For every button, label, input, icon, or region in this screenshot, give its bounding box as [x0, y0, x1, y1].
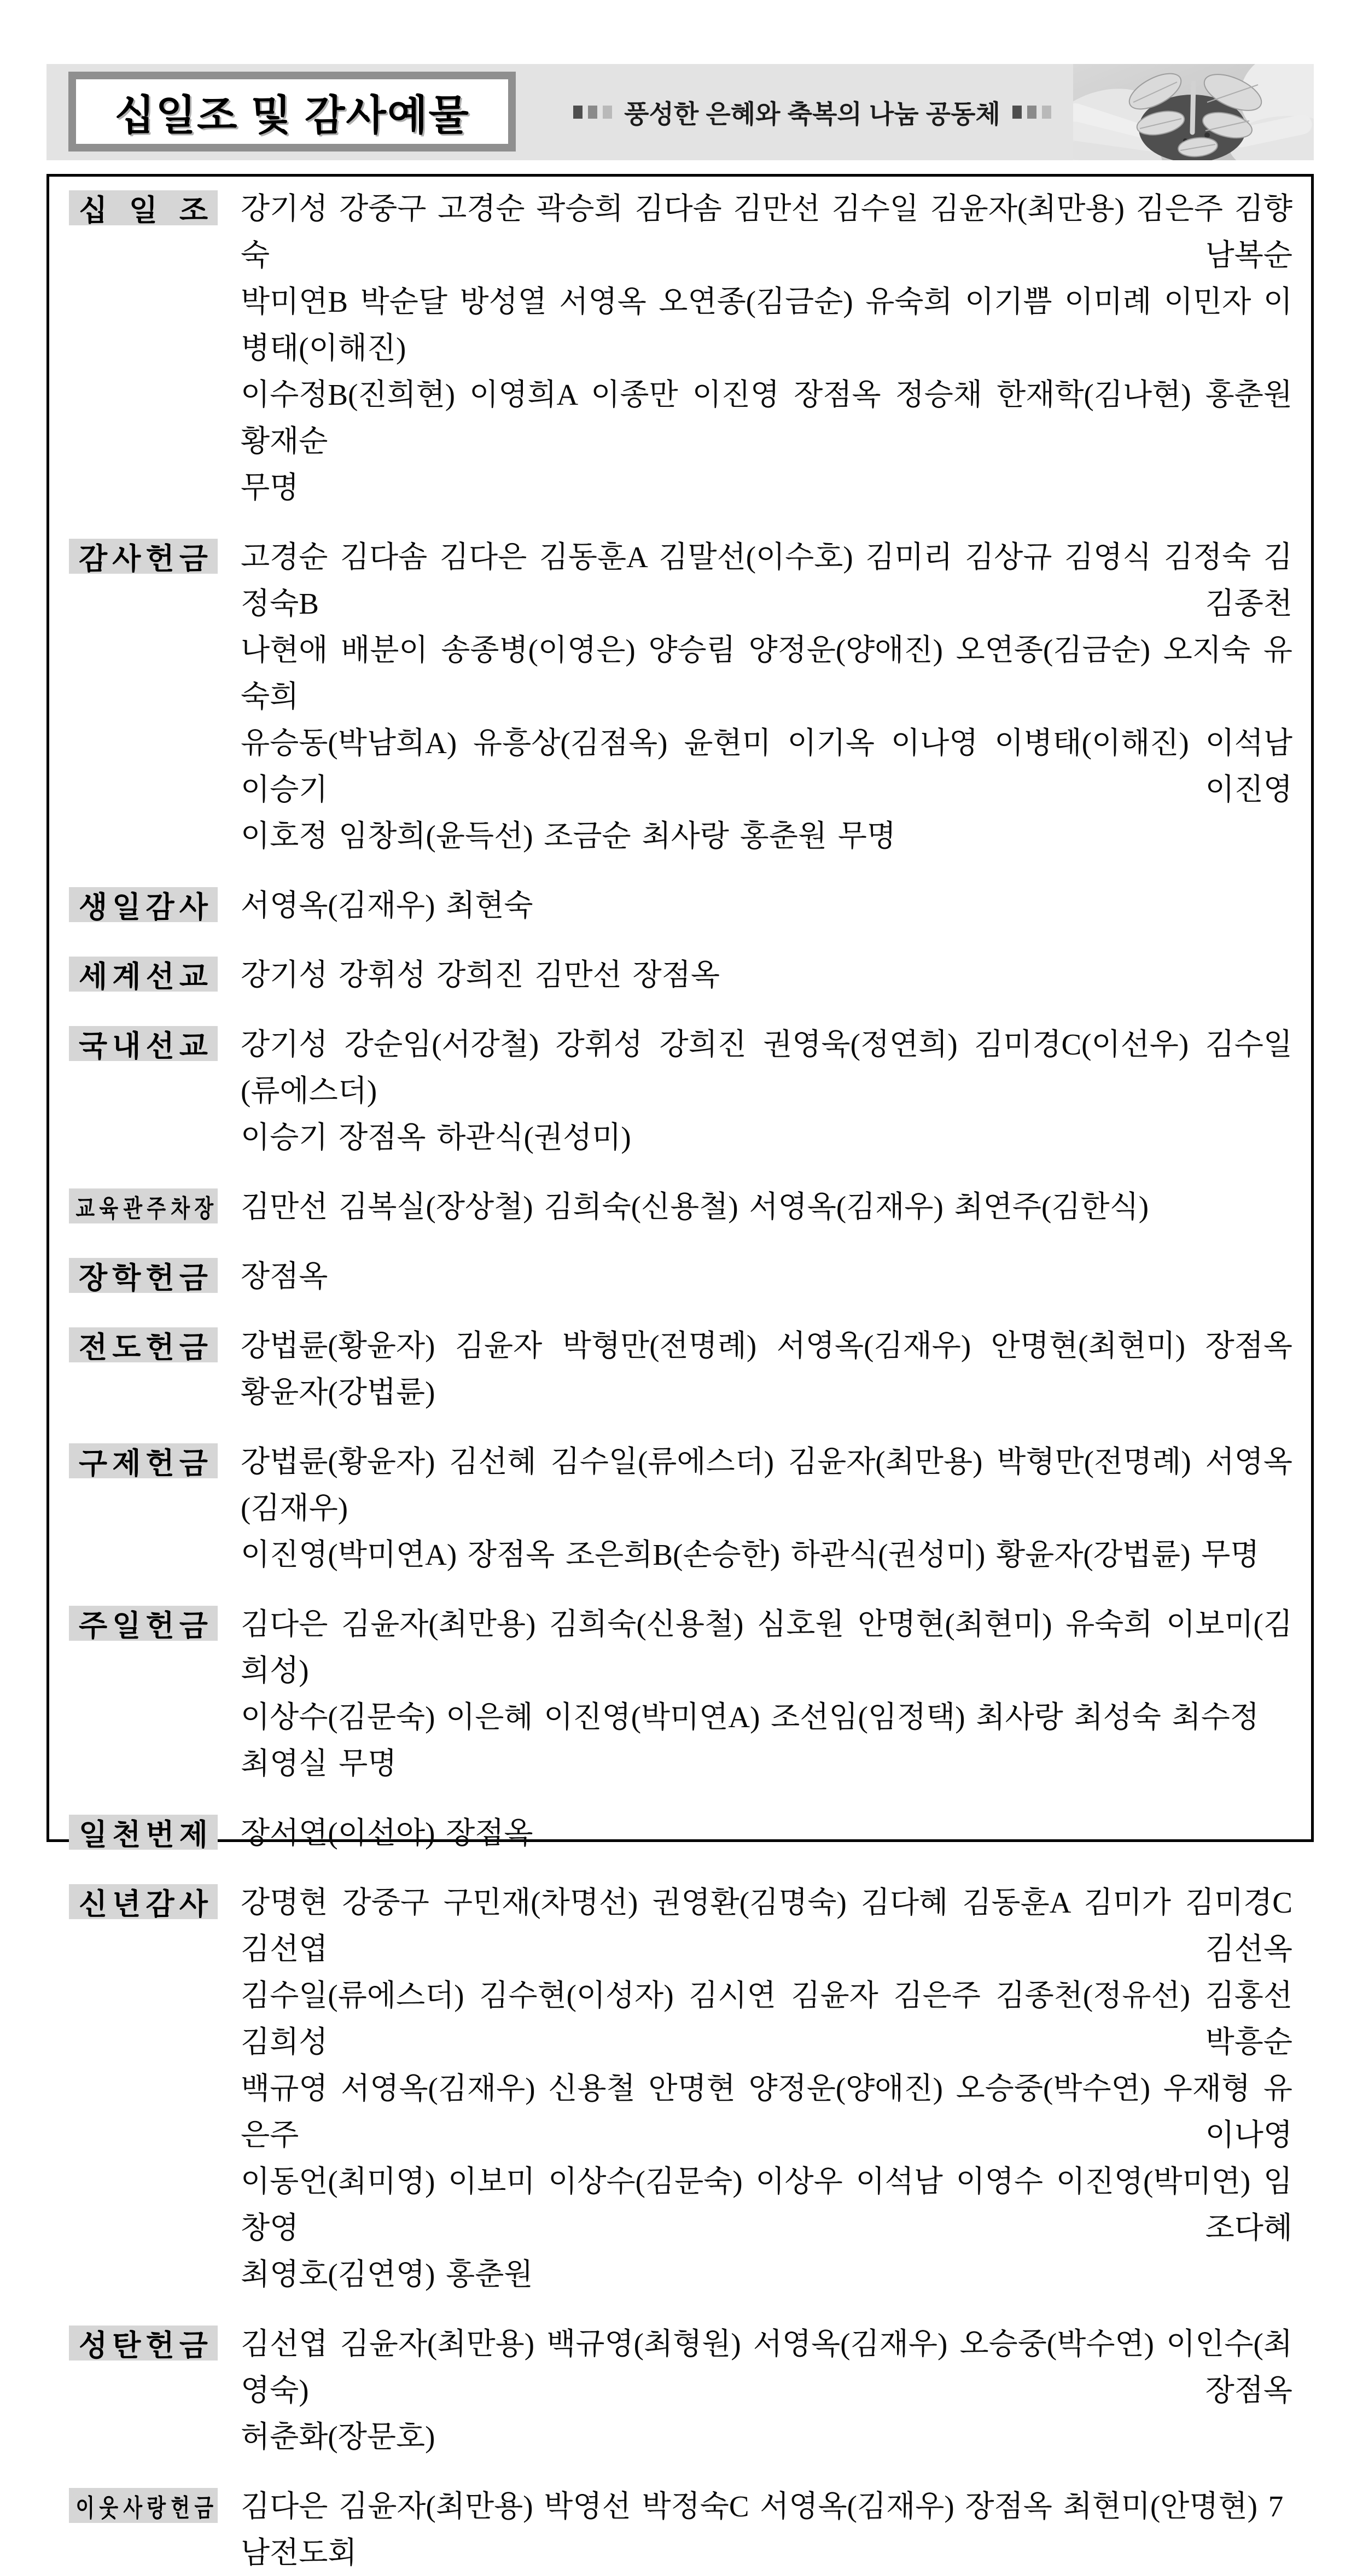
- label-char: 탄: [112, 2329, 141, 2362]
- section-label: [69, 1026, 218, 1061]
- label-char: 번: [145, 1818, 174, 1851]
- offering-section: [69, 1184, 1292, 1230]
- name-list-line: 박미연B 박순달 방성열 서영옥 오연종(김금순) 유숙희 이기쁨 이미례 이민자 이병태(이해진): [241, 285, 1292, 365]
- label-char: 금: [179, 1609, 208, 1642]
- label-char: 사: [112, 542, 141, 575]
- name-list-line: 이상수(김문숙) 이은혜 이진영(박미연A) 조선임(임정택) 최사랑 최성숙 최수정 최영실 무명: [241, 1700, 1260, 1780]
- label-char: 교: [179, 1029, 208, 1063]
- label-char: 도: [112, 1331, 141, 1364]
- label-char: 성: [79, 2329, 108, 2362]
- deco-square: [1042, 106, 1051, 119]
- name-list-line: 김다은 김윤자(최만용) 김희숙(신용철) 심호원 안명현(최현미) 유숙희 이보미(김희성): [241, 1607, 1292, 1687]
- label-char: 제: [179, 1818, 208, 1851]
- name-list-line: 이호정 임창희(윤득선) 조금순 최사랑 홍춘원 무명: [241, 819, 896, 853]
- name-list: [241, 534, 1292, 859]
- label-char: 헌: [145, 1261, 174, 1295]
- label-char: 세: [79, 960, 108, 993]
- label-char: 금: [194, 2493, 214, 2522]
- label-char: 이: [75, 2493, 95, 2522]
- section-label: [69, 887, 218, 922]
- header-subtitle: 풍성한 은혜와 축복의 나눔 공동체: [624, 99, 1000, 129]
- label-char: 교: [179, 960, 208, 993]
- label-char: 육: [99, 1194, 119, 1222]
- label-char: 감: [145, 890, 174, 924]
- name-list-line: 김수일(류에스더) 김수현(이성자) 김시연 김윤자 김은주 김종천(정유선) 김홍선 김희성 박흥순: [241, 1979, 1292, 2059]
- offering-section: [69, 1810, 1292, 1856]
- label-char: 일: [129, 194, 158, 227]
- name-list: [241, 2483, 1292, 2576]
- name-list-line: 김다은 김윤자(최만용) 박영선 박정숙C 서영옥(김재우) 장점옥 최현미(안명현) 7남전도회: [241, 2490, 1284, 2569]
- label-char: 금: [179, 2329, 208, 2362]
- section-label: [69, 957, 218, 992]
- name-list-line: 나현애 배분이 송종병(이영은) 양승림 양정운(양애진) 오연종(김금순) 오지숙 유숙희: [241, 633, 1292, 713]
- section-label: [69, 1188, 218, 1223]
- offering-section: [69, 1438, 1292, 1578]
- section-label: [69, 1258, 218, 1293]
- name-list-line: 강명현 강중구 구민재(차명선) 권영환(김명숙) 김다혜 김동훈A 김미가 김미경C 김선엽 김선옥: [241, 1886, 1292, 1966]
- label-char: 주: [79, 1609, 108, 1642]
- offering-section: [69, 1322, 1292, 1415]
- label-char: 신: [79, 1887, 108, 1921]
- label-char: 사: [179, 890, 208, 924]
- name-list-line: 김만선 김복실(장상철) 김희숙(신용철) 서영옥(김재우) 최연주(김한식): [241, 1190, 1149, 1223]
- name-list-line: 서영옥(김재우) 최현숙: [241, 889, 533, 922]
- name-list: [241, 1601, 1292, 1787]
- label-char: 년: [112, 1887, 141, 1921]
- name-list: [241, 1021, 1292, 1161]
- label-char: 관: [123, 1194, 143, 1222]
- name-list: [241, 1438, 1292, 1578]
- label-char: 헌: [145, 1331, 174, 1364]
- name-list-line: 강기성 강순임(서강철) 강휘성 강희진 권영욱(정연희) 김미경C(이선우) 김수일(류에스더): [241, 1028, 1292, 1108]
- section-label: [69, 2326, 218, 2361]
- label-char: 사: [123, 2493, 143, 2522]
- section-label: [69, 2488, 218, 2523]
- label-char: 장: [194, 1194, 214, 1222]
- label-char: 십: [79, 194, 108, 227]
- label-char: 금: [179, 1447, 208, 1480]
- name-list-line: 이동언(최미영) 이보미 이상수(김문숙) 이상우 이석남 이영수 이진영(박미연) 임창영 조다혜: [241, 2165, 1292, 2245]
- label-char: 천: [112, 1818, 141, 1851]
- label-char: 헌: [145, 2329, 174, 2362]
- label-char: 구: [79, 1447, 108, 1480]
- label-char: 헌: [145, 1447, 174, 1480]
- label-char: 차: [171, 1194, 190, 1222]
- label-char: 헌: [145, 1609, 174, 1642]
- name-list: [241, 1810, 1292, 1856]
- label-char: 금: [179, 1261, 208, 1295]
- offering-section: [69, 185, 1292, 511]
- label-char: 선: [145, 1029, 174, 1063]
- section-label: [69, 1606, 218, 1641]
- label-char: 일: [79, 1818, 108, 1851]
- section-label: [69, 1443, 218, 1478]
- name-list: [241, 1184, 1292, 1230]
- label-char: 일: [112, 1609, 141, 1642]
- page-title: 십일조 및 감사예물: [114, 92, 470, 139]
- name-list-line: 유승동(박남희A) 유흥상(김점옥) 윤현미 이기옥 이나영 이병태(이해진) 이석남 이승기 이진영: [241, 726, 1292, 806]
- header-band: [46, 64, 1314, 160]
- section-label: [69, 539, 218, 574]
- offerings-table: [46, 174, 1314, 2569]
- deco-square: [603, 106, 612, 119]
- name-list-line: 이승기 장점옥 하관식(권성미): [241, 1121, 631, 1154]
- label-char: 학: [112, 1261, 141, 1295]
- hands-seedling-photo: [1073, 64, 1314, 160]
- title-box: [68, 72, 516, 151]
- deco-squares-left: [573, 106, 612, 119]
- offering-section: [69, 534, 1292, 859]
- label-char: 헌: [171, 2493, 190, 2522]
- name-list-line: 이수정B(진희현) 이영희A 이종만 이진영 장점옥 정승채 한재학(김나현) 홍춘원 황재순: [241, 378, 1292, 458]
- offering-section: [69, 1021, 1292, 1161]
- name-list-line: 김선엽 김윤자(최만용) 백규영(최형원) 서영옥(김재우) 오승중(박수연) 이인수(최영숙) 장점옥: [241, 2327, 1292, 2407]
- label-char: 장: [79, 1261, 108, 1295]
- label-char: 제: [112, 1447, 141, 1480]
- label-char: 랑: [147, 2493, 166, 2522]
- label-char: 주: [147, 1194, 166, 1222]
- name-list-line: 무명: [241, 471, 299, 504]
- name-list: [241, 1322, 1292, 1415]
- label-char: 전: [79, 1331, 108, 1364]
- offering-section: [69, 1879, 1292, 2298]
- name-list-line: 강기성 강휘성 강희진 김만선 장점옥: [241, 958, 720, 992]
- name-list-line: 이진영(박미연A) 장점옥 조은희B(손승한) 하관식(권성미) 황윤자(강법륜) 무명: [241, 1538, 1260, 1571]
- deco-square: [588, 106, 597, 119]
- name-list: [241, 2321, 1292, 2460]
- name-list-line: 강법륜(황윤자) 김윤자 박형만(전명례) 서영옥(김재우) 안명현(최현미) 장점옥: [241, 1329, 1292, 1362]
- section-label: [69, 1884, 218, 1919]
- offering-section: [69, 2321, 1292, 2460]
- name-list-line: 백규영 서영옥(김재우) 신용철 안명현 양정운(양애진) 오승중(박수연) 우재형 유은주 이나영: [241, 2072, 1292, 2152]
- deco-squares-right: [1012, 106, 1051, 119]
- name-list-line: 강기성 강중구 고경순 곽승희 김다솜 김만선 김수일 김윤자(최만용) 김은주 김향숙 남복순: [241, 192, 1292, 272]
- label-char: 금: [179, 542, 208, 575]
- name-list-line: 장점옥: [241, 1260, 328, 1293]
- name-list-line: 허춘화(장문호): [241, 2420, 435, 2453]
- name-list: [241, 1253, 1292, 1299]
- offering-section: [69, 1253, 1292, 1299]
- name-list-line: 장서연(이선아) 장점옥: [241, 1816, 533, 1850]
- deco-square: [1012, 106, 1022, 119]
- label-char: 교: [75, 1194, 95, 1222]
- name-list-line: 고경순 김다솜 김다은 김동훈A 김말선(이수호) 김미리 김상규 김영식 김정숙 김정숙B 김종천: [241, 540, 1292, 620]
- label-char: 내: [112, 1029, 141, 1063]
- deco-square: [573, 106, 583, 119]
- name-list-line: 강법륜(황윤자) 김선혜 김수일(류에스더) 김윤자(최만용) 박형만(전명례) 서영옥(김재우): [241, 1445, 1292, 1525]
- label-char: 웃: [99, 2493, 119, 2522]
- offering-section: [69, 2483, 1292, 2576]
- name-list: [241, 185, 1292, 511]
- label-char: 헌: [145, 542, 174, 575]
- section-label: [69, 190, 218, 225]
- label-char: 일: [112, 890, 141, 924]
- label-char: 계: [112, 960, 141, 993]
- subtitle-row: [539, 64, 1086, 160]
- name-list: [241, 882, 1292, 929]
- hands-seedling-illustration: [1073, 64, 1314, 160]
- label-char: 국: [79, 1029, 108, 1063]
- name-list-line: 황윤자(강법륜): [241, 1376, 435, 1409]
- label-char: 감: [79, 542, 108, 575]
- offering-section: [69, 882, 1292, 929]
- label-char: 선: [145, 960, 174, 993]
- label-char: 사: [179, 1887, 208, 1921]
- section-label: [69, 1327, 218, 1362]
- offering-section: [69, 1601, 1292, 1787]
- sections: [69, 185, 1292, 2576]
- section-label: [69, 1815, 218, 1850]
- deco-square: [1027, 106, 1036, 119]
- label-char: 감: [145, 1887, 174, 1921]
- name-list-line: 최영호(김연영) 홍춘원: [241, 2258, 533, 2291]
- name-list: [241, 952, 1292, 998]
- label-char: 생: [79, 890, 108, 924]
- label-char: 조: [179, 194, 208, 227]
- label-char: 금: [179, 1331, 208, 1364]
- name-list: [241, 1879, 1292, 2298]
- offering-section: [69, 952, 1292, 998]
